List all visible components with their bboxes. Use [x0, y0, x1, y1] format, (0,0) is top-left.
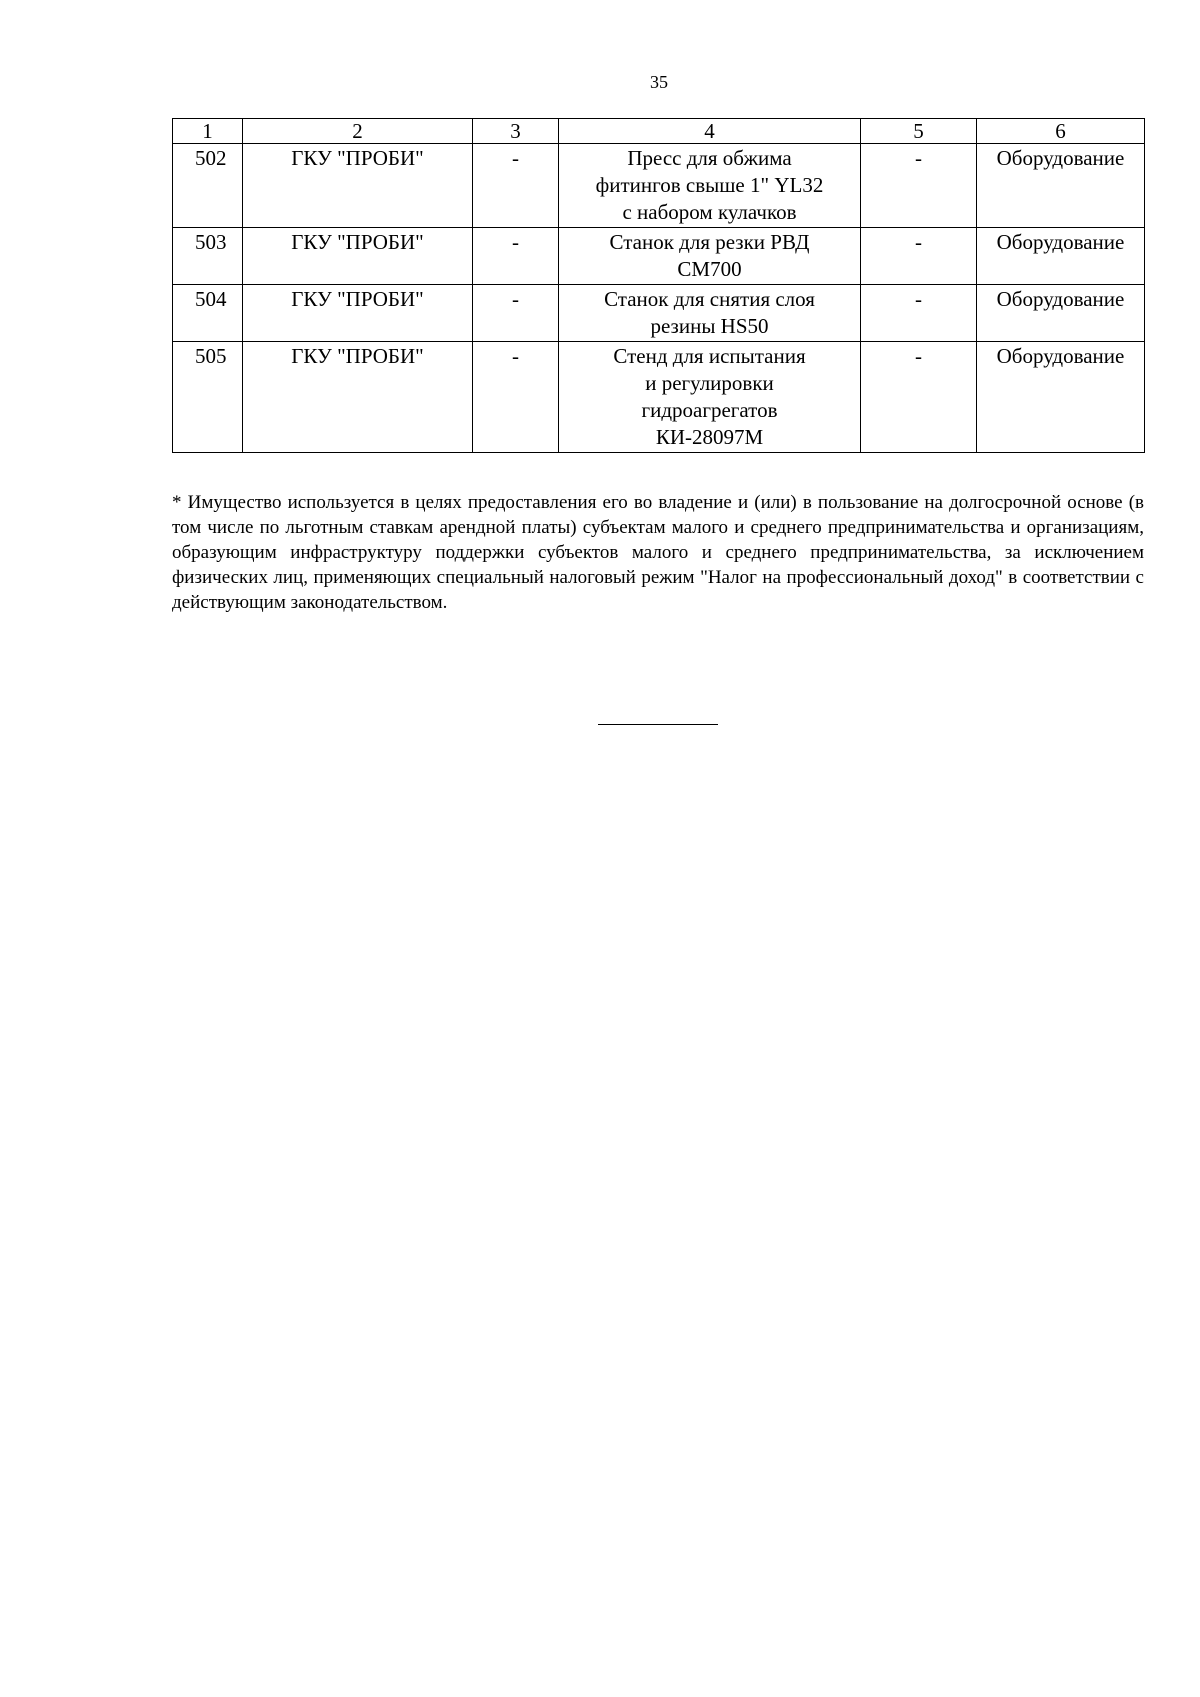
item-name-line: Стенд для испытания — [613, 344, 806, 368]
table-header-row — [173, 119, 1145, 144]
closing-divider — [598, 724, 718, 725]
row-number-cell: 502 — [173, 144, 243, 228]
row-number-cell: 505 — [173, 342, 243, 453]
column-5-cell: - — [861, 285, 977, 342]
column-3-cell: - — [473, 342, 559, 453]
column-header: 5 — [861, 119, 977, 144]
item-name-line: резины HS50 — [650, 314, 769, 338]
column-3-cell: - — [473, 228, 559, 285]
column-header: 1 — [173, 119, 243, 144]
property-table — [172, 118, 1145, 453]
column-header: 6 — [977, 119, 1145, 144]
column-3-cell: - — [473, 144, 559, 228]
page-number: 35 — [650, 72, 668, 92]
holder-cell: ГКУ "ПРОБИ" — [243, 285, 473, 342]
item-type-cell: Оборудование — [977, 285, 1145, 342]
item-name-cell — [559, 342, 861, 453]
item-name-line: Пресс для обжима — [627, 146, 792, 170]
item-name-line: СМ700 — [677, 257, 742, 281]
column-3-cell: - — [473, 285, 559, 342]
item-name-line: Станок для снятия слоя — [604, 287, 815, 311]
item-name-line: КИ-28097М — [655, 425, 764, 449]
column-5-cell: - — [861, 228, 977, 285]
holder-cell: ГКУ "ПРОБИ" — [243, 342, 473, 453]
item-name-line: гидроагрегатов — [641, 398, 778, 422]
item-name-cell — [559, 228, 861, 285]
row-number-cell: 504 — [173, 285, 243, 342]
item-type-cell: Оборудование — [977, 342, 1145, 453]
item-type-cell: Оборудование — [977, 144, 1145, 228]
footnote: * Имущество используется в целях предоставления его во владение и (или) в пользование на долгосрочной основе (в том числе по льготным ставкам арендной платы) субъектам малого и среднего предпринимательства и организациям, образующим инфраструктуру поддержки субъектов малого и среднего предпринимательства, за исключением физических лиц, применяющих специальный налоговый режим "Налог на профессиональный доход" в соответствии с действующим законодательством. — [172, 492, 1144, 613]
holder-cell: ГКУ "ПРОБИ" — [243, 228, 473, 285]
column-5-cell: - — [861, 342, 977, 453]
holder-cell: ГКУ "ПРОБИ" — [243, 144, 473, 228]
item-type-cell: Оборудование — [977, 228, 1145, 285]
row-number-cell: 503 — [173, 228, 243, 285]
column-5-cell: - — [861, 144, 977, 228]
column-header: 3 — [473, 119, 559, 144]
table-row — [173, 228, 1145, 285]
item-name-cell — [559, 144, 861, 228]
item-name-line: Станок для резки РВД — [609, 230, 810, 254]
item-name-line: фитингов свыше 1" YL32 — [595, 173, 824, 197]
table-row — [173, 285, 1145, 342]
item-name-line: и регулировки — [645, 371, 774, 395]
column-header: 2 — [243, 119, 473, 144]
table-row — [173, 144, 1145, 228]
item-name-line: с набором кулачков — [622, 200, 797, 224]
item-name-cell — [559, 285, 861, 342]
column-header: 4 — [559, 119, 861, 144]
table-row — [173, 342, 1145, 453]
